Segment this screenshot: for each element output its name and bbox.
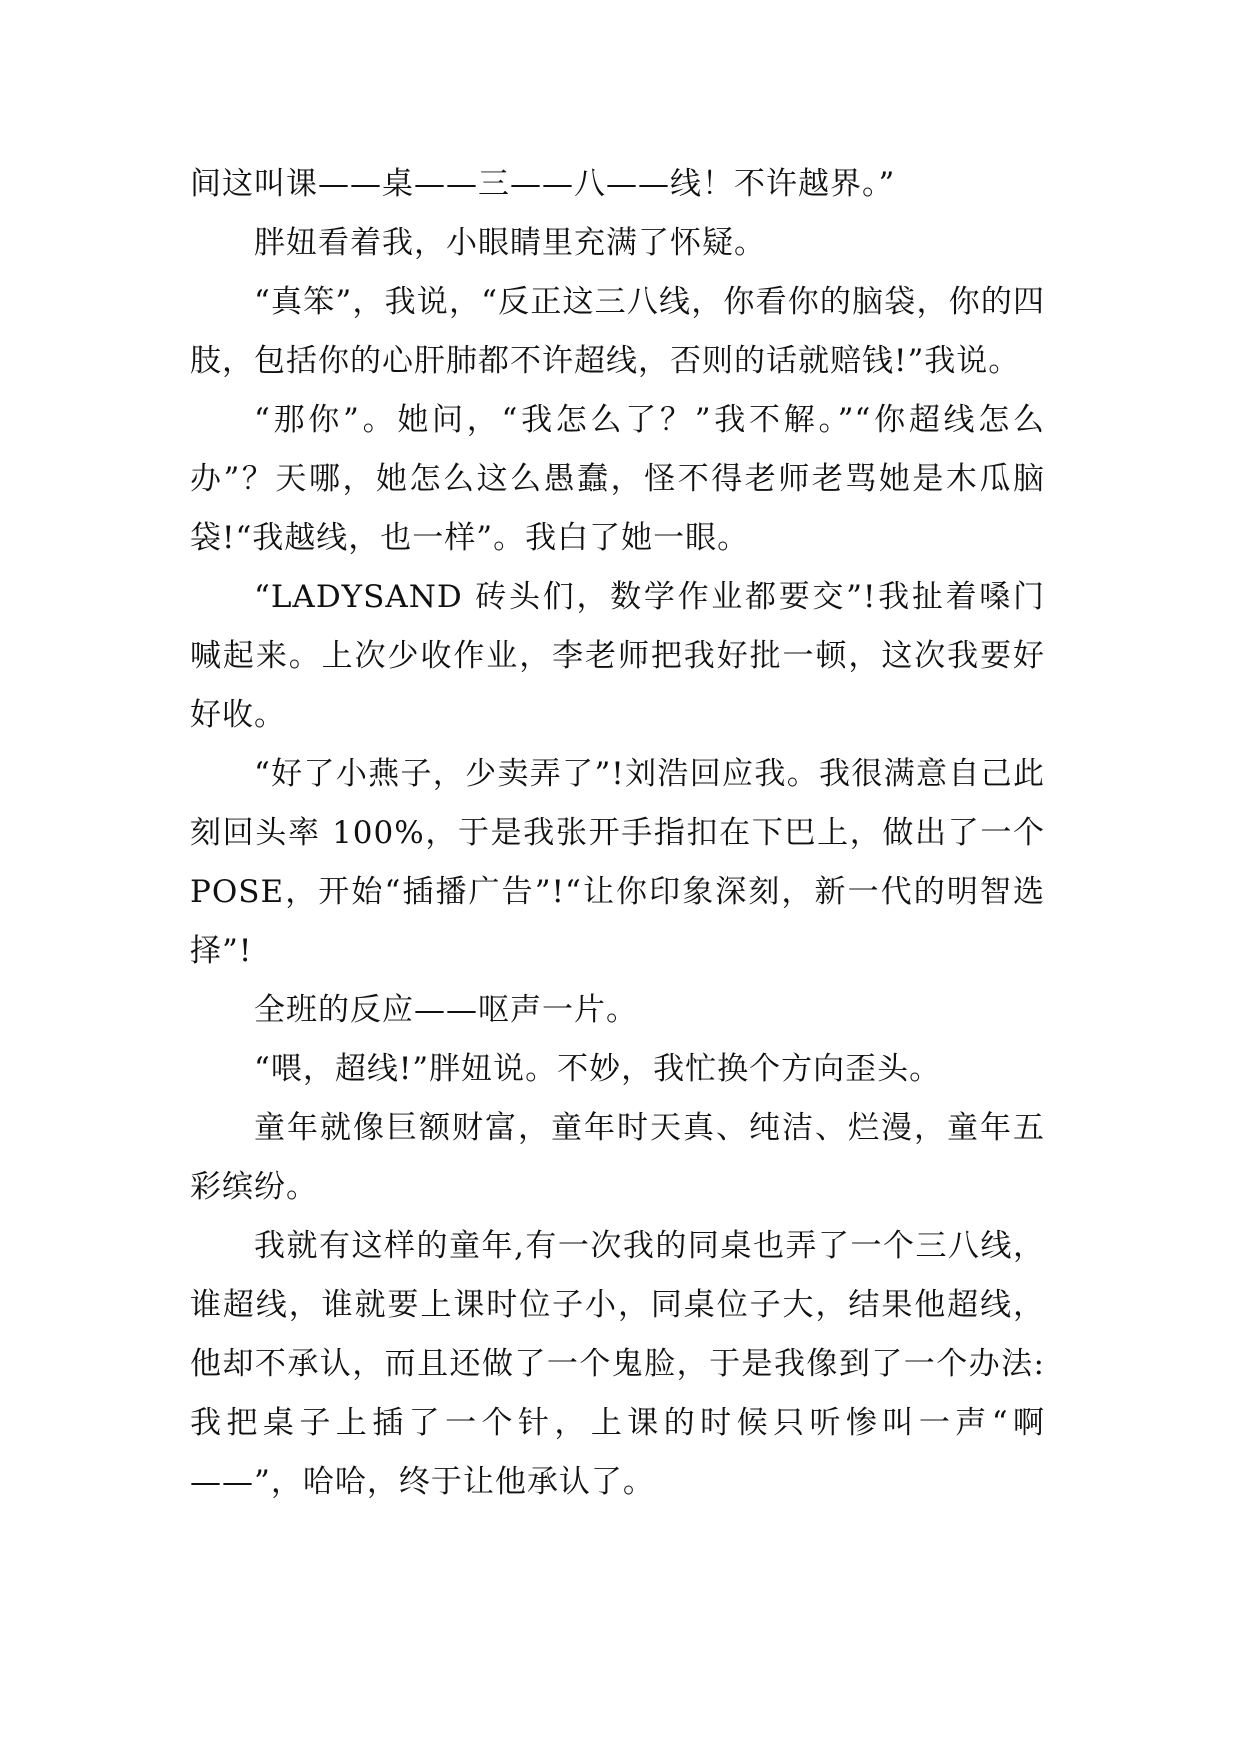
paragraph-10: 我就有这样的童年,有一次我的同桌也弄了一个三八线，谁超线，谁就要上课时位子小，同桌位子大，结果他超线，他却不承认，而且还做了一个鬼脸，于是我像到了一个办法:我把桌子上插了一个针，上课的时候只听惨叫一声“啊——”，哈哈，终于让他承认了。 xyxy=(190,1228,1045,1500)
paragraph-5: “LADYSAND 砖头们，数学作业都要交”!我扯着嗓门喊起来。上次少收作业，李老师把我好批一顿，这次我要好好收。 xyxy=(190,579,1045,733)
paragraph-9: 童年就像巨额财富，童年时天真、纯洁、烂漫，童年五彩缤纷。 xyxy=(190,1110,1045,1205)
paragraph-7: 全班的反应——呕声一片。 xyxy=(254,992,638,1028)
paragraph-6: “好了小燕子，少卖弄了”!刘浩回应我。我很满意自己此刻回头率 100%，于是我张开手指扣在下巴上，做出了一个 POSE，开始“插播广告”!“让你印象深刻，新一代的明智选择”! xyxy=(190,756,1045,969)
paragraph-2: 胖妞看着我，小眼睛里充满了怀疑。 xyxy=(254,225,766,261)
paragraph-8: “喂，超线!”胖妞说。不妙，我忙换个方向歪头。 xyxy=(254,1051,942,1087)
paragraph-3: “真笨”，我说，“反正这三八线，你看你的脑袋，你的四肢，包括你的心肝肺都不许超线，否则的话就赔钱!”我说。 xyxy=(190,284,1045,379)
document-body xyxy=(190,155,1045,1512)
paragraph-1: 间这叫课——桌——三——八——线！不许越界。” xyxy=(190,166,896,202)
paragraph-4: “那你”。她问，“我怎么了？”我不解。”“你超线怎么办”？天哪，她怎么这么愚蠢，怪不得老师老骂她是木瓜脑袋!“我越线，也一样”。我白了她一眼。 xyxy=(190,402,1045,556)
